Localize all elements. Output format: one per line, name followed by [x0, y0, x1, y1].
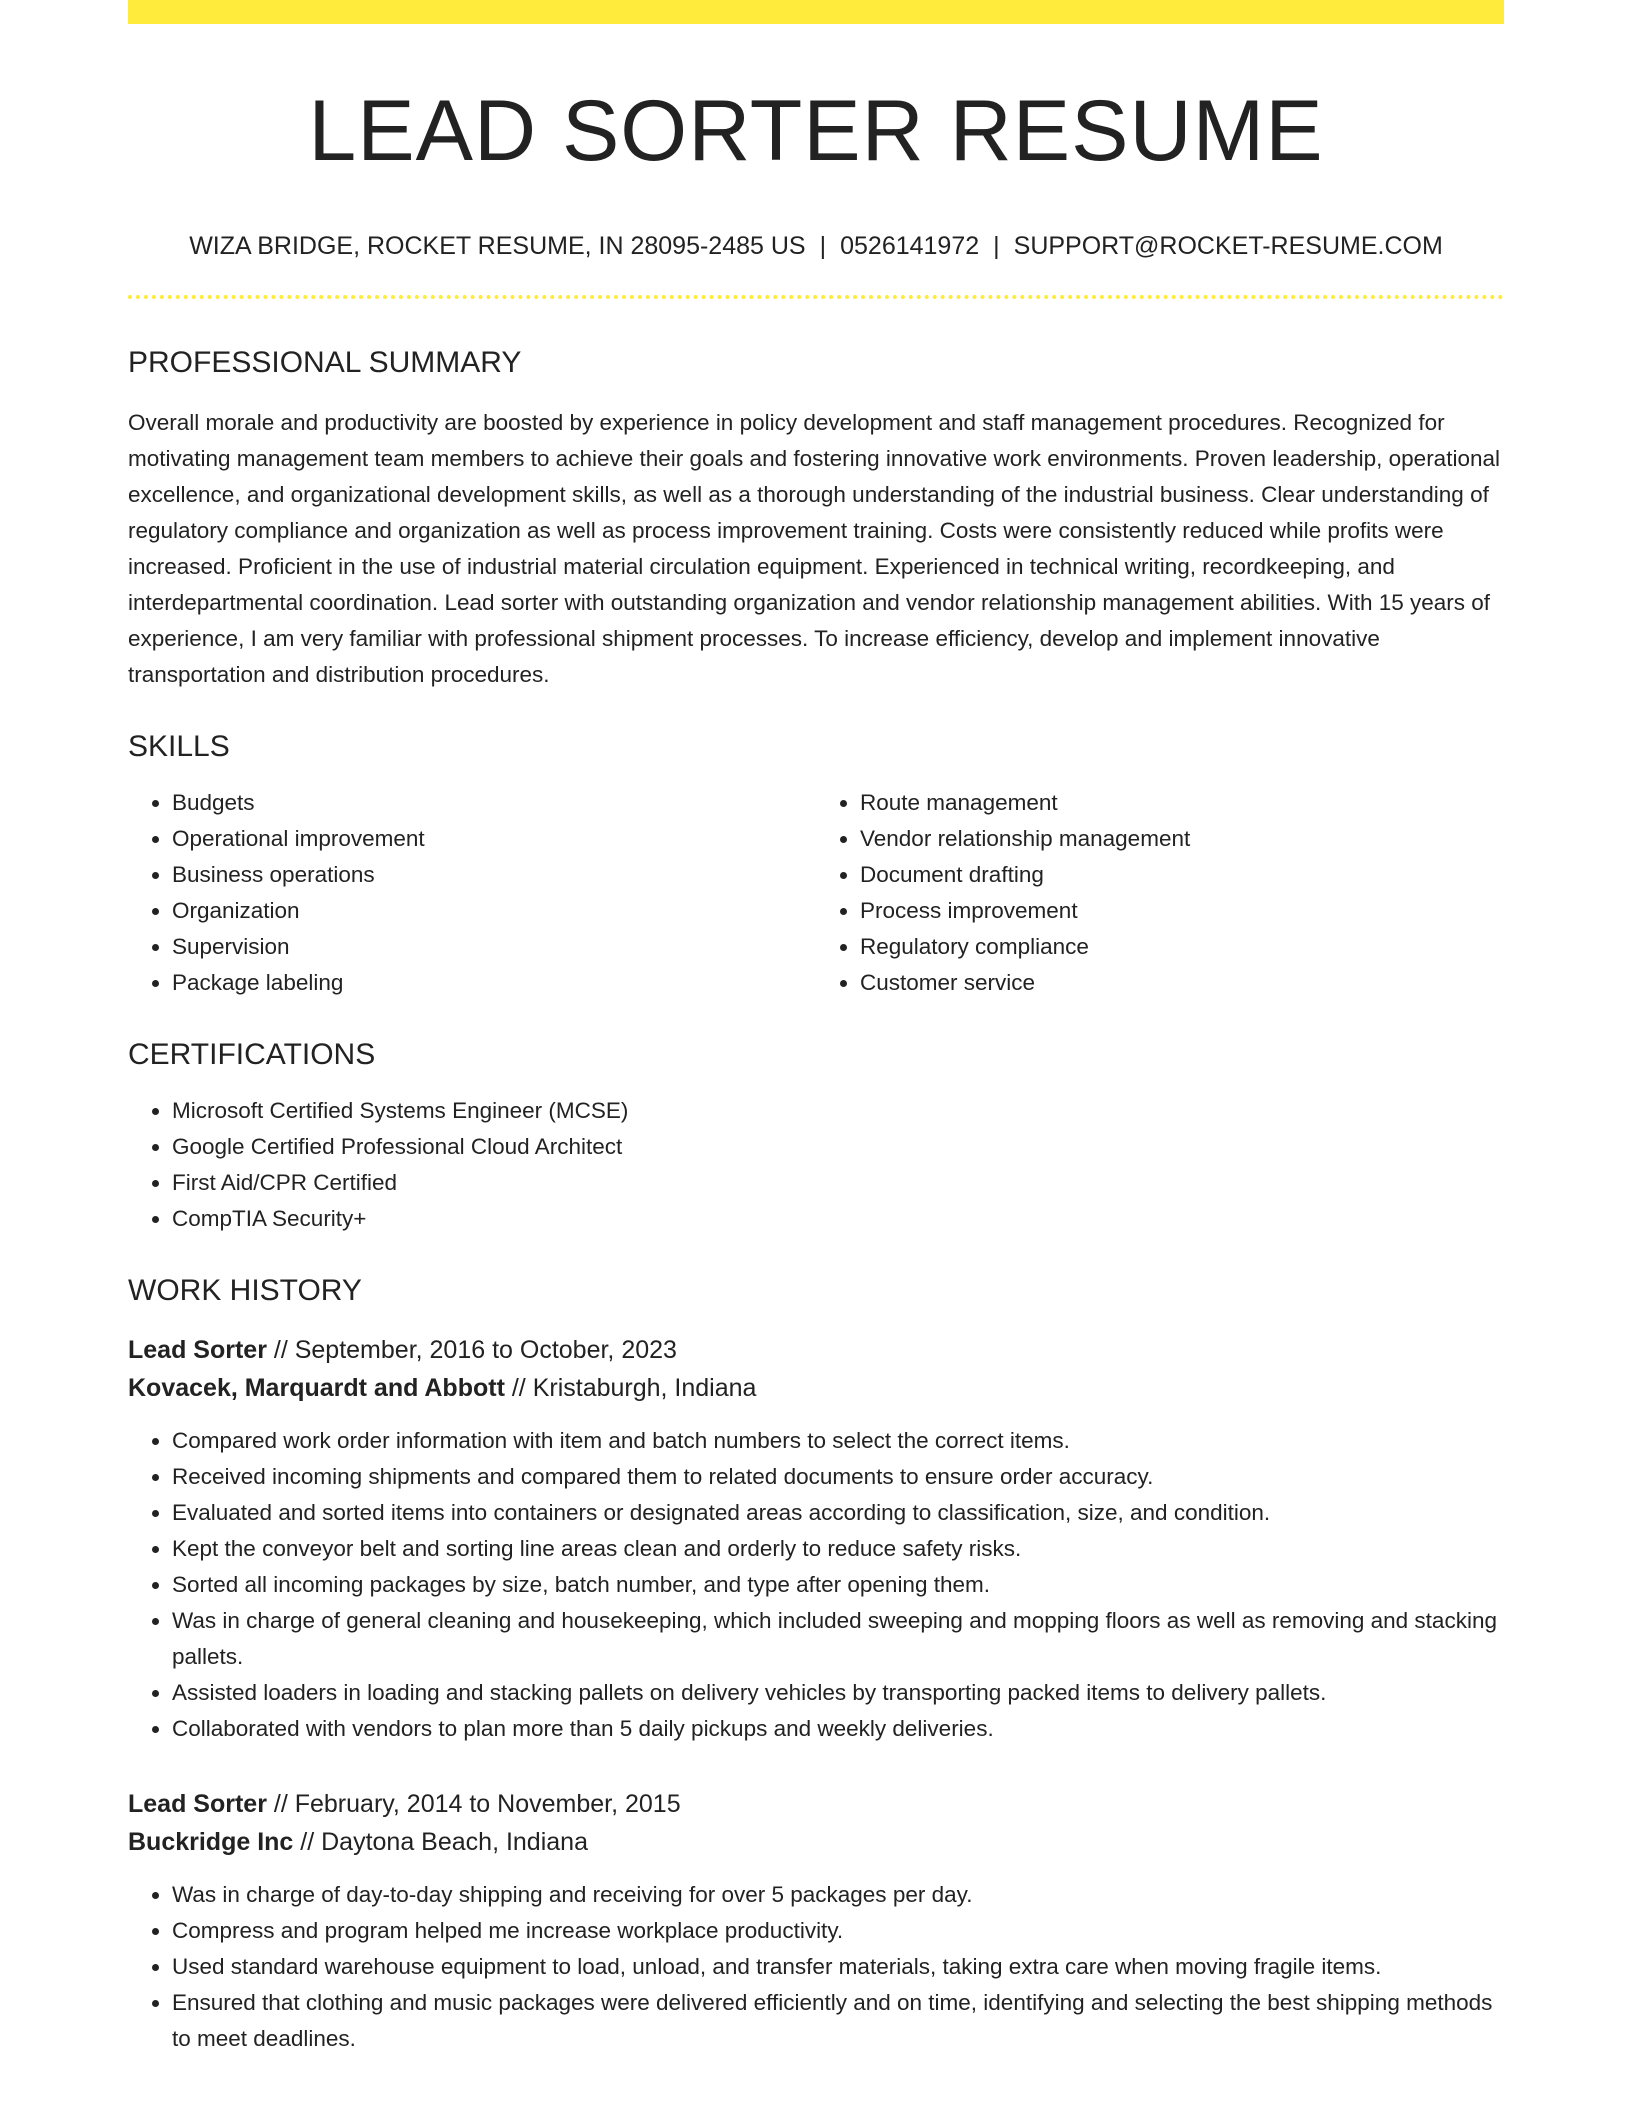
- job-duty-item: • Assisted loaders in loading and stacking pallets on delivery vehicles by transporting packed items to delivery pallets.: [172, 1675, 1504, 1711]
- job-duty-item: • Sorted all incoming packages by size, batch number, and type after opening them.: [172, 1567, 1504, 1603]
- job-company-line: [128, 1369, 1504, 1407]
- skill-item: • Operational improvement: [172, 821, 816, 857]
- resume-page: [128, 0, 1504, 2057]
- job-duty-item: • Collaborated with vendors to plan more than 5 daily pickups and weekly deliveries.: [172, 1711, 1504, 1747]
- job-company: Buckridge Inc: [128, 1827, 294, 1856]
- job-duty-item: • Compared work order information with item and batch numbers to select the correct items.: [172, 1423, 1504, 1459]
- skill-item: • Budgets: [172, 785, 816, 821]
- skill-item: • Package labeling: [172, 965, 816, 1001]
- skills-list-left: [128, 785, 816, 1001]
- skill-item: • Organization: [172, 893, 816, 929]
- dotted-divider: [128, 295, 1504, 299]
- job-duty-item: • Evaluated and sorted items into containers or designated areas according to classification, size, and condition.: [172, 1495, 1504, 1531]
- job-company: Kovacek, Marquardt and Abbott: [128, 1373, 505, 1402]
- job-duty-item: • Used standard warehouse equipment to load, unload, and transfer materials, taking extra care when moving fragile items.: [172, 1949, 1504, 1985]
- job-location: // Kristaburgh, Indiana: [511, 1373, 757, 1402]
- contact-line: [128, 231, 1504, 261]
- job-duties-list: [128, 1423, 1504, 1747]
- certification-item: • Microsoft Certified Systems Engineer (MCSE): [172, 1093, 1504, 1129]
- skill-item: • Customer service: [860, 965, 1504, 1001]
- job-duty-item: • Was in charge of general cleaning and housekeeping, which included sweeping and mopping floors as well as removing and stacking pallets.: [172, 1603, 1504, 1675]
- job-location: // Daytona Beach, Indiana: [300, 1827, 588, 1856]
- skill-item: • Vendor relationship management: [860, 821, 1504, 857]
- contact-address: WIZA BRIDGE, ROCKET RESUME, IN 28095-2485 US: [189, 231, 806, 260]
- contact-separator: |: [993, 231, 1000, 260]
- job-dates: // September, 2016 to October, 2023: [273, 1335, 677, 1364]
- skill-item: • Supervision: [172, 929, 816, 965]
- skills-list-right: [816, 785, 1504, 1001]
- job-title-line: [128, 1785, 1504, 1823]
- section-heading-work-history: WORK HISTORY: [128, 1273, 362, 1307]
- skill-item: • Route management: [860, 785, 1504, 821]
- job-dates: // February, 2014 to November, 2015: [273, 1789, 681, 1818]
- contact-phone: 0526141972: [840, 231, 980, 260]
- certification-item: • CompTIA Security+: [172, 1201, 1504, 1237]
- page-title: LEAD SORTER RESUME: [308, 83, 1324, 179]
- job-title-line: [128, 1331, 1504, 1369]
- job-title: Lead Sorter: [128, 1335, 267, 1364]
- job-duty-item: • Compress and program helped me increase workplace productivity.: [172, 1913, 1504, 1949]
- section-heading-certifications: CERTIFICATIONS: [128, 1037, 376, 1071]
- skills-grid: [128, 765, 1504, 1001]
- job-title: Lead Sorter: [128, 1789, 267, 1818]
- job-duty-item: • Received incoming shipments and compared them to related documents to ensure order accuracy.: [172, 1459, 1504, 1495]
- job-duty-item: • Kept the conveyor belt and sorting line areas clean and orderly to reduce safety risks.: [172, 1531, 1504, 1567]
- job-duties-list: [128, 1877, 1504, 2057]
- certification-item: • Google Certified Professional Cloud Architect: [172, 1129, 1504, 1165]
- certifications-list: [128, 1093, 1504, 1237]
- certification-item: • First Aid/CPR Certified: [172, 1165, 1504, 1201]
- job-company-line: [128, 1823, 1504, 1861]
- section-heading-skills: SKILLS: [128, 729, 230, 763]
- contact-email: SUPPORT@ROCKET-RESUME.COM: [1013, 231, 1443, 260]
- job-entry: [128, 1331, 1504, 1747]
- contact-separator: |: [819, 231, 827, 260]
- job-duty-item: • Was in charge of day-to-day shipping and receiving for over 5 packages per day.: [172, 1877, 1504, 1913]
- summary-text: Overall morale and productivity are boosted by experience in policy development and staff management procedures. Recognized for motivating management team members to achieve their goals and fostering innovative work environments. Proven leadership, operational excellence, and organizational development skills, as well as a thorough understanding of the industrial business. Clear understanding of regulatory compliance and organization as well as process improvement training. Costs were consistently reduced while profits were increased. Proficient in the use of industrial material circulation equipment. Experienced in technical writing, recordkeeping, and interdepartmental coordination. Lead sorter with outstanding organization and vendor relationship management abilities. With 15 years of experience, I am very familiar with professional shipment processes. To increase efficiency, develop and implement innovative transportation and distribution procedures.: [128, 409, 1500, 687]
- skill-item: • Process improvement: [860, 893, 1504, 929]
- job-duty-item: • Ensured that clothing and music packages were delivered efficiently and on time, identifying and selecting the best shipping methods to meet deadlines.: [172, 1985, 1504, 2057]
- top-accent-bar: [128, 0, 1504, 24]
- skill-item: • Business operations: [172, 857, 816, 893]
- skill-item: • Document drafting: [860, 857, 1504, 893]
- job-entry: [128, 1785, 1504, 2057]
- skill-item: • Regulatory compliance: [860, 929, 1504, 965]
- section-heading-summary: PROFESSIONAL SUMMARY: [128, 345, 522, 379]
